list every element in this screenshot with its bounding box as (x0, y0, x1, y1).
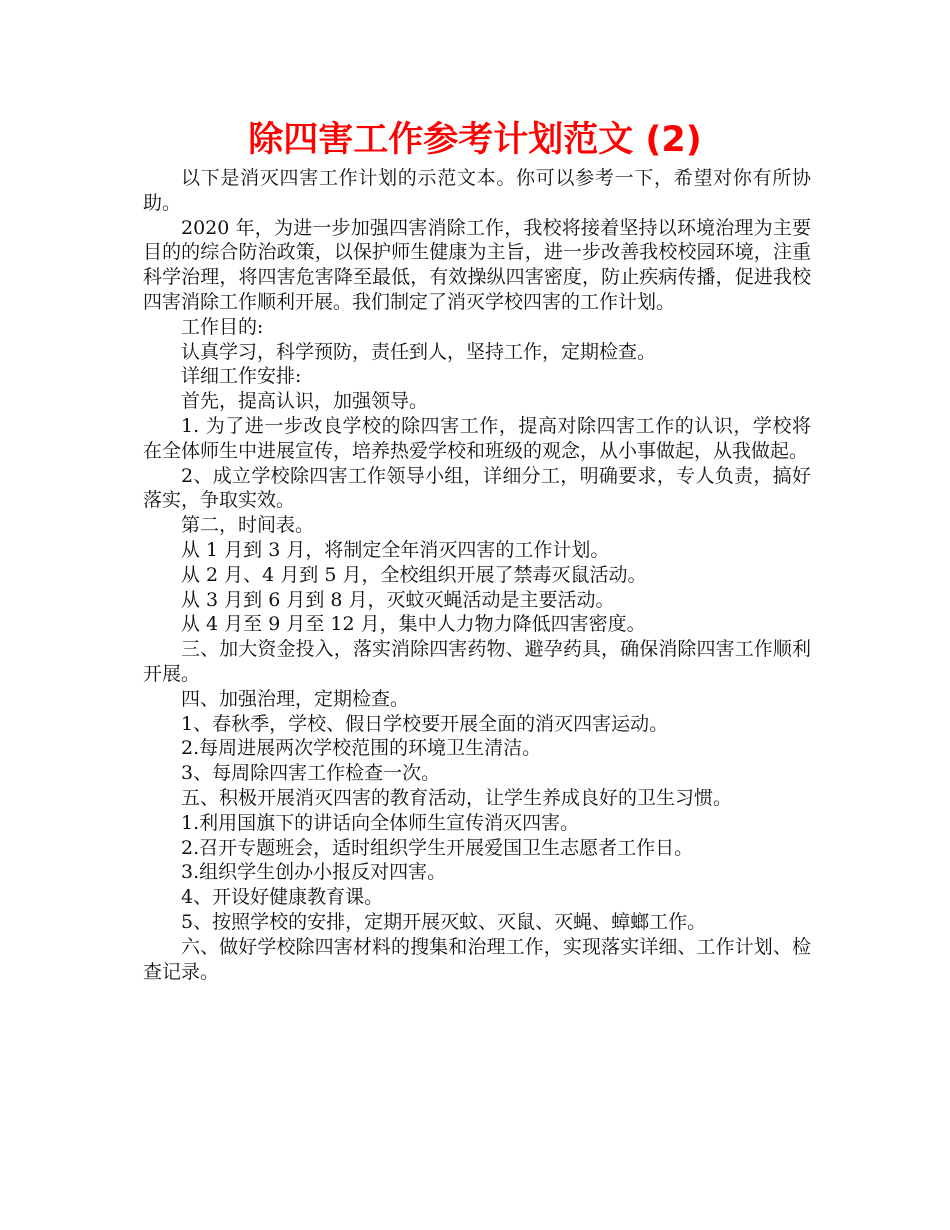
paragraph: 详细工作安排: (181, 365, 302, 388)
paragraph: 三、加大资金投入，落实消除四害药物、避孕药具，确保消除四害工作顺利开展。 (143, 638, 811, 685)
paragraph: 从 4 月至 9 月至 12 月，集中人力物力降低四害密度。 (181, 613, 646, 636)
paragraph: 四、加强治理，定期检查。 (181, 687, 410, 710)
paragraph: 六、做好学校除四害材料的搜集和治理工作，实现落实详细、工作计划、检查记录。 (143, 935, 811, 983)
paragraph: 2.召开专题班会，适时组织学生开展爱国卫生志愿者工作日。 (181, 836, 694, 859)
paragraph: 从 1 月到 3 月，将制定全年消灭四害的工作计划。 (181, 538, 610, 561)
paragraph: 从 3 月到 6 月到 8 月，灭蚊灭蝇活动是主要活动。 (181, 588, 615, 611)
paragraph: 1、春秋季，学校、假日学校要开展全面的消灭四害运动。 (181, 712, 669, 735)
paragraph: 以下是消灭四害工作计划的示范文本。你可以参考一下，希望对你有所协助。 (143, 167, 811, 214)
document-body (143, 166, 811, 984)
paragraph: 第二，时间表。 (181, 514, 315, 537)
paragraph: 1. 为了进一步改良学校的除四害工作，提高对除四害工作的认识，学校将在全体师生中进展宣传，培养热爱学校和班级的观念，从小事做起，从我做起。 (143, 414, 811, 462)
document-title: 除四害工作参考计划范文 (2) (248, 120, 702, 160)
paragraph: 工作目的: (181, 315, 264, 338)
paragraph: 2020 年，为进一步加强四害消除工作，我校将接着坚持以环境治理为主要目的的综合防治政策，以保护师生健康为主旨，进一步改善我校校园环境，注重科学治理，将四害危害降至最低，有效操纵四害密度，防止疾病传播，促进我校四害消除工作顺利开展。我们制定了消灭学校四害的工作计划。 (143, 216, 811, 313)
paragraph: 3.组织学生创办小报反对四害。 (181, 861, 447, 884)
paragraph: 从 2 月、4 月到 5 月，全校组织开展了禁毒灭鼠活动。 (181, 563, 647, 586)
paragraph: 认真学习，科学预防，责任到人，坚持工作，定期检查。 (181, 340, 657, 363)
paragraph: 2、成立学校除四害工作领导小组，详细分工，明确要求，专人负责，搞好落实，争取实效。 (143, 464, 811, 512)
paragraph: 1.利用国旗下的讲话向全体师生宣传消灭四害。 (181, 811, 580, 834)
paragraph: 五、积极开展消灭四害的教育活动，让学生养成良好的卫生习惯。 (181, 786, 733, 809)
paragraph: 3、每周除四害工作检查一次。 (181, 762, 441, 785)
paragraph: 2.每周进展两次学校范围的环境卫生清洁。 (181, 737, 542, 760)
paragraph: 4、开设好健康教育课。 (181, 886, 384, 909)
paragraph: 5、按照学校的安排，定期开展灭蚊、灭鼠、灭蝇、蟑螂工作。 (181, 910, 707, 933)
paragraph: 首先，提高认识，加强领导。 (181, 390, 429, 413)
